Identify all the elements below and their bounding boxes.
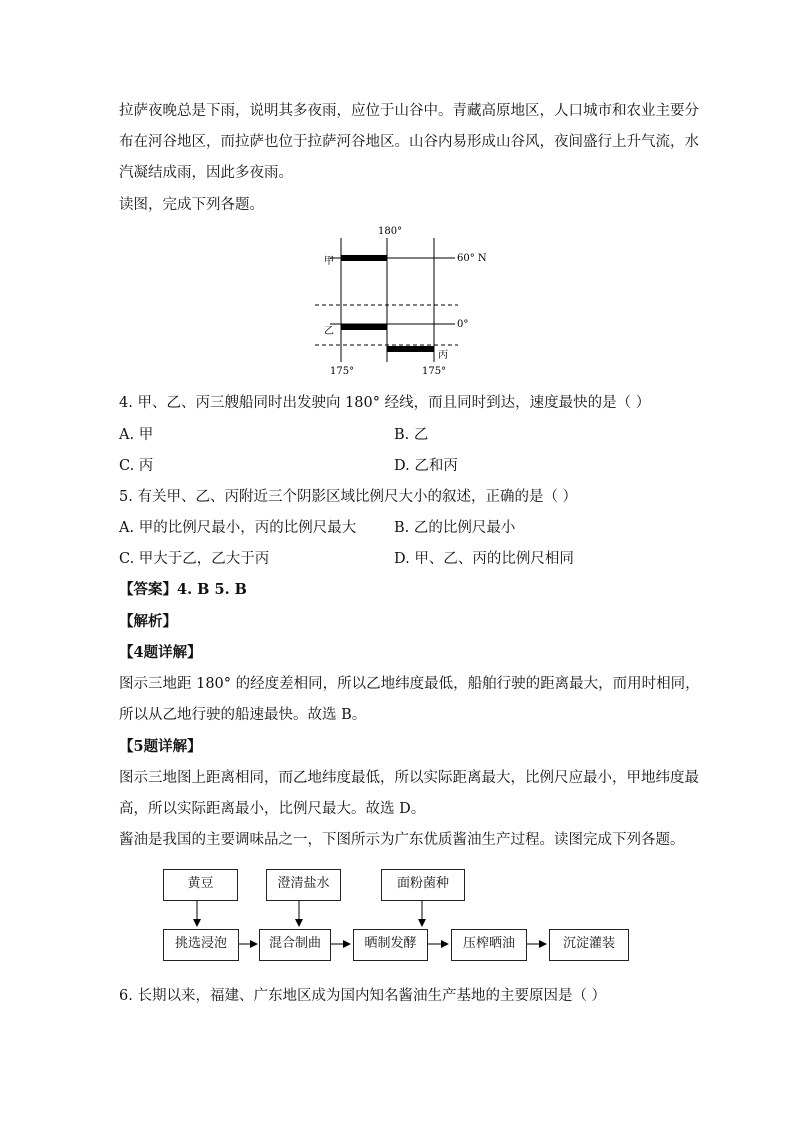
flow-box-soybean: 黄豆 bbox=[163, 869, 238, 901]
analysis-heading: 【解析】 bbox=[119, 613, 177, 630]
answer-line: 【答案】4. B 5. B bbox=[119, 581, 247, 598]
q4-option-a: A. 甲 bbox=[119, 427, 154, 443]
label-175-right: 175° bbox=[422, 366, 447, 377]
intro-line-2: 布在河谷地区，而拉萨也位于拉萨河谷地区。山谷内易形成山谷风，夜间盛行上升气流，水 bbox=[119, 134, 699, 150]
label-equator: 0° bbox=[457, 319, 469, 330]
label-180: 180° bbox=[378, 226, 403, 237]
detail4-line-2: 所以从乙地行驶的船速最快。故选 B。 bbox=[119, 707, 367, 723]
detail5-line-2: 高，所以实际距离最小，比例尺最大。故选 D。 bbox=[119, 801, 426, 817]
shaded-area-bing bbox=[387, 346, 434, 352]
flow-step-select-soak: 挑选浸泡 bbox=[163, 929, 239, 961]
label-60n: 60° N bbox=[457, 253, 487, 264]
flow-step-mix-koji: 混合制曲 bbox=[259, 929, 331, 961]
flow-box-brine: 澄清盐水 bbox=[266, 869, 341, 901]
detail4-heading: 【4题详解】 bbox=[119, 644, 202, 661]
detail5-line-1: 图示三地图上距离相同，而乙地纬度最低，所以实际距离最大，比例尺应最小，甲地纬度最 bbox=[119, 770, 699, 786]
label-jia: 甲 bbox=[324, 256, 334, 267]
detail4-line-1: 图示三地距 180° 的经度差相同，所以乙地纬度最低，船舶行驶的距离最大，而用时相同， bbox=[119, 676, 700, 692]
detail5-heading: 【5题详解】 bbox=[119, 738, 202, 755]
intro-line-3: 汽凝结成雨，因此多夜雨。 bbox=[119, 165, 293, 181]
q5-option-c: C. 甲大于乙，乙大于丙 bbox=[119, 551, 270, 567]
q4-option-d: D. 乙和丙 bbox=[394, 458, 458, 474]
q4-option-c: C. 丙 bbox=[119, 458, 154, 474]
q4-stem: 4. 甲、乙、丙三艘船同时出发驶向 180° 经线，而且同时到达，速度最快的是（ ） bbox=[119, 395, 651, 411]
longitude-latitude-figure bbox=[310, 222, 500, 382]
q5-option-d: D. 甲、乙、丙的比例尺相同 bbox=[394, 551, 574, 567]
flow-box-flour-culture: 面粉菌种 bbox=[381, 869, 465, 901]
shaded-area-yi bbox=[341, 324, 387, 330]
label-175-left: 175° bbox=[330, 366, 355, 377]
read-prompt: 读图，完成下列各题。 bbox=[119, 197, 264, 213]
q5-stem: 5. 有关甲、乙、丙附近三个阴影区域比例尺大小的叙述，正确的是（ ） bbox=[119, 489, 578, 505]
q6-stem: 6. 长期以来，福建、广东地区成为国内知名酱油生产基地的主要原因是（ ） bbox=[119, 988, 607, 1004]
label-bing: 丙 bbox=[438, 350, 448, 361]
q4-option-b: B. 乙 bbox=[394, 427, 429, 443]
flow-step-sun-ferment: 晒制发酵 bbox=[353, 929, 428, 961]
q5-option-b: B. 乙的比例尺最小 bbox=[394, 520, 516, 536]
label-yi: 乙 bbox=[324, 326, 334, 337]
shaded-area-jia bbox=[341, 255, 387, 261]
intro-line-1: 拉萨夜晚总是下雨，说明其多夜雨，应位于山谷中。青藏高原地区，人口城市和农业主要分 bbox=[119, 103, 699, 119]
flow-step-press-oil: 压榨晒油 bbox=[451, 929, 527, 961]
q5-option-a: A. 甲的比例尺最小，丙的比例尺最大 bbox=[119, 520, 357, 536]
flow-step-settle-bottle: 沉淀灌装 bbox=[549, 929, 629, 961]
soy-intro: 酱油是我国的主要调味品之一，下图所示为广东优质酱油生产过程。读图完成下列各题。 bbox=[119, 832, 685, 848]
